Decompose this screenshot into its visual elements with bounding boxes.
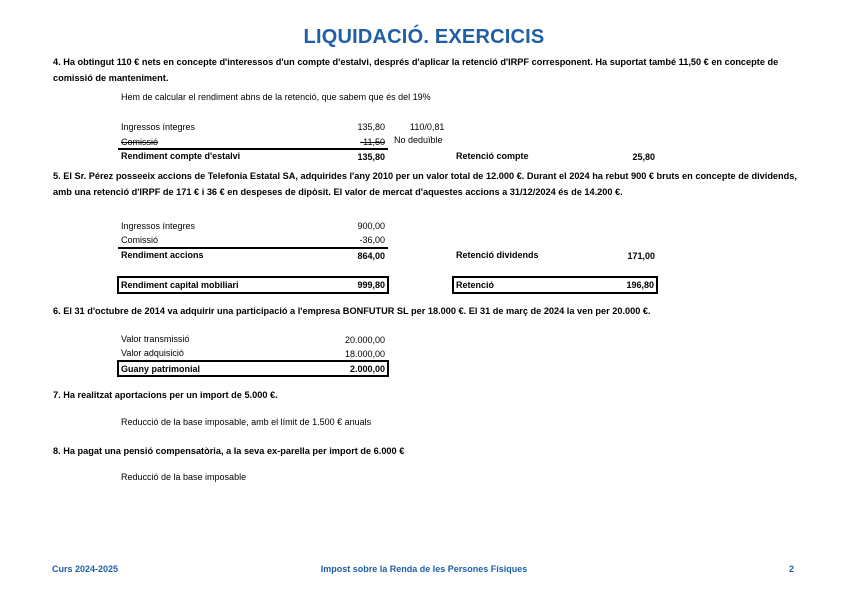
q4-row1-label: Ingressos íntegres [121, 122, 196, 132]
question-7: 7. Ha realitzat aportacions per un import de 5.000 €. [53, 390, 278, 400]
q5-row1-value: 900,00 [357, 221, 385, 231]
q6-row1-label: Valor transmissió [121, 334, 190, 344]
q5-row1-label: Ingressos íntegres [121, 221, 196, 231]
q4-row2-value: -11,50 [360, 137, 385, 147]
q6-row2-label: Valor adquisició [121, 348, 184, 358]
q5-row2-value: -36,00 [359, 235, 385, 245]
total-retention-value: 196,80 [626, 280, 654, 290]
q4-row1-value: 135,80 [357, 122, 385, 132]
q4-total-label: Rendiment compte d'estalvi [121, 151, 241, 161]
q7-note: Reducció de la base imposable, amb el límit de 1.500 € anuals [121, 417, 372, 427]
q5-total-label: Rendiment accions [121, 250, 204, 260]
question-4: 4. Ha obtingut 110 € nets en concepte d'interessos d'un compte d'estalvi, després d'aplicar la retenció d'IRPF corresponent. Ha suportat també 11,50 € en concepte de comissió de manteniment. [53, 57, 779, 83]
q6-row2-value: 18.000,00 [344, 349, 385, 359]
q5-retention-label: Retenció dividends [456, 250, 539, 260]
capital-income-box [117, 276, 389, 294]
footer-course: Curs 2024-2025 [52, 564, 119, 574]
page-title: LIQUIDACIÓ. EXERCICIS [303, 26, 545, 48]
q4-retention-label: Retenció compte [456, 151, 529, 161]
q4-total-value: 135,80 [357, 152, 385, 162]
capital-gain-value: 2.000,00 [349, 364, 385, 374]
question-6: 6. El 31 d'octubre de 2014 va adquirir una participació a l'empresa BONFUTUR SL per 18.000 €. El 31 de març de 2024 la ven per 20.000 €. [53, 306, 651, 316]
footer-title: Impost sobre la Renda de les Persones Físiques [320, 564, 528, 574]
capital-gain-box [117, 360, 389, 377]
total-retention-label: Retenció [456, 280, 495, 290]
question-5: 5. El Sr. Pérez posseeix accions de Telefonia Estatal SA, adquirides l'any 2010 per un valor total de 12.000 €. Durant el 2024 ha rebut 900 € bruts en concepte de dividends, amb una retenció d'IRPF de 171 € i 36 € en despeses de dipòsit. El valor de mercat d'aquestes accions a 31/12/2024 és de 14.200 €. [53, 171, 797, 197]
total-retention-box [452, 276, 658, 294]
q4-row2-label: Comissió [121, 137, 159, 147]
q4-total-rule [118, 148, 388, 150]
capital-gain-label: Guany patrimonial [121, 364, 201, 374]
page-number: 2 [789, 564, 795, 574]
q4-note: Hem de calcular el rendiment abns de la retenció, que sabem que és del 19% [121, 92, 431, 102]
capital-income-label: Rendiment capital mobiliari [121, 280, 239, 290]
q5-retention-value: 171,00 [627, 251, 655, 261]
q5-total-value: 864,00 [357, 251, 385, 261]
question-8: 8. Ha pagat una pensió compensatòria, a la seva ex-parella per import de 6.000 € [53, 446, 405, 456]
q6-row1-value: 20.000,00 [344, 335, 385, 345]
q5-row2-label: Comissió [121, 235, 159, 245]
capital-income-value: 999,80 [357, 280, 385, 290]
q4-row2-extra: No deduïble [394, 135, 443, 145]
q4-retention-value: 25,80 [632, 152, 655, 162]
q5-total-rule [118, 247, 388, 249]
q4-row1-extra: 110/0,81 [410, 122, 445, 132]
q8-note: Reducció de la base imposable [121, 472, 247, 482]
